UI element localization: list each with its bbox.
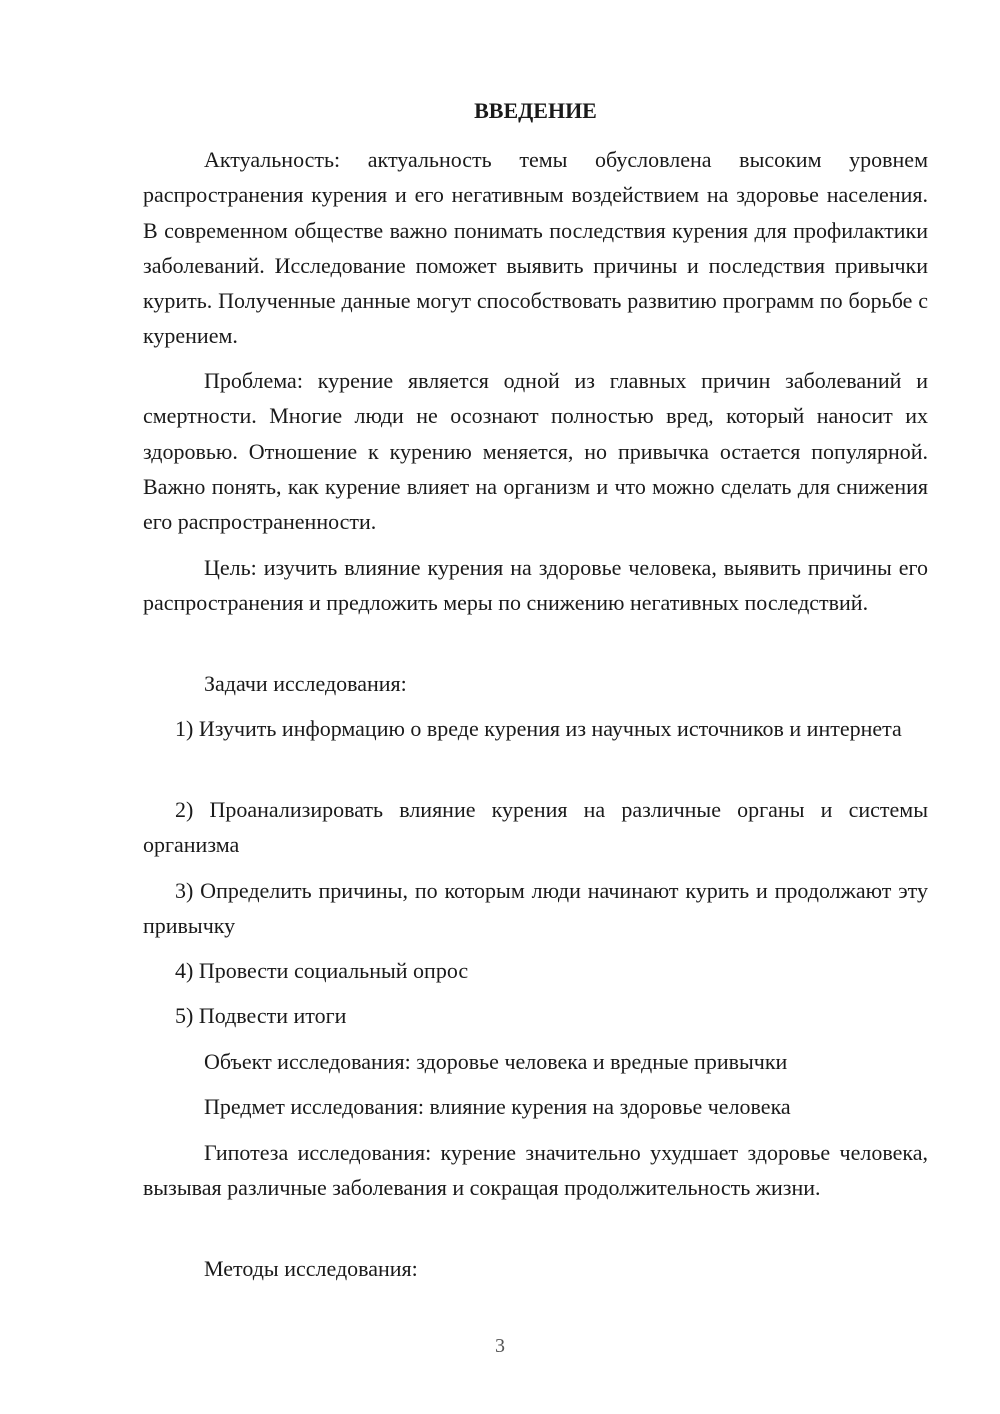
- tasks-heading: Задачи исследования:: [204, 671, 407, 696]
- hypothesis-paragraph: Гипотеза исследования: курение значительно ухудшает здоровье человека, вызывая различные заболевания и сокращая продолжительность жизни.: [143, 1140, 928, 1201]
- relevance-paragraph: Актуальность: актуальность темы обусловлена высоким уровнем распространения курения и его негативным воздействием на здоровье населения. В современном обществе важно понимать последствия курения для профилактики заболеваний. Исследование поможет выявить причины и последствия привычки курить. Полученные данные могут способствовать развитию программ по борьбе с курением.: [143, 147, 928, 349]
- task-item-3: 3) Определить причины, по которым люди начинают курить и продолжают эту привычку: [143, 878, 928, 939]
- subject-paragraph: Предмет исследования: влияние курения на здоровье человека: [204, 1094, 791, 1119]
- task-item-5: 5) Подвести итоги: [175, 1003, 347, 1028]
- task-item-2: 2) Проанализировать влияние курения на различные органы и системы организма: [143, 797, 928, 858]
- page-number: 3: [495, 1335, 505, 1357]
- task-item-4: 4) Провести социальный опрос: [175, 958, 469, 983]
- methods-heading: Методы исследования:: [204, 1256, 418, 1281]
- task-item-1: 1) Изучить информацию о вреде курения из научных источников и интернета: [175, 716, 902, 741]
- object-paragraph: Объект исследования: здоровье человека и вредные привычки: [204, 1049, 788, 1074]
- goal-paragraph: Цель: изучить влияние курения на здоровье человека, выявить причины его распространения и предложить меры по снижению негативных последствий.: [143, 555, 928, 616]
- section-title: ВВЕДЕНИЕ: [474, 98, 597, 123]
- problem-paragraph: Проблема: курение является одной из главных причин заболеваний и смертности. Многие люди не осознают полностью вред, который наносит их здоровью. Отношение к курению меняется, но привычка остается популярной. Важно понять, как курение влияет на организм и что можно сделать для снижения его распространенности.: [143, 368, 928, 535]
